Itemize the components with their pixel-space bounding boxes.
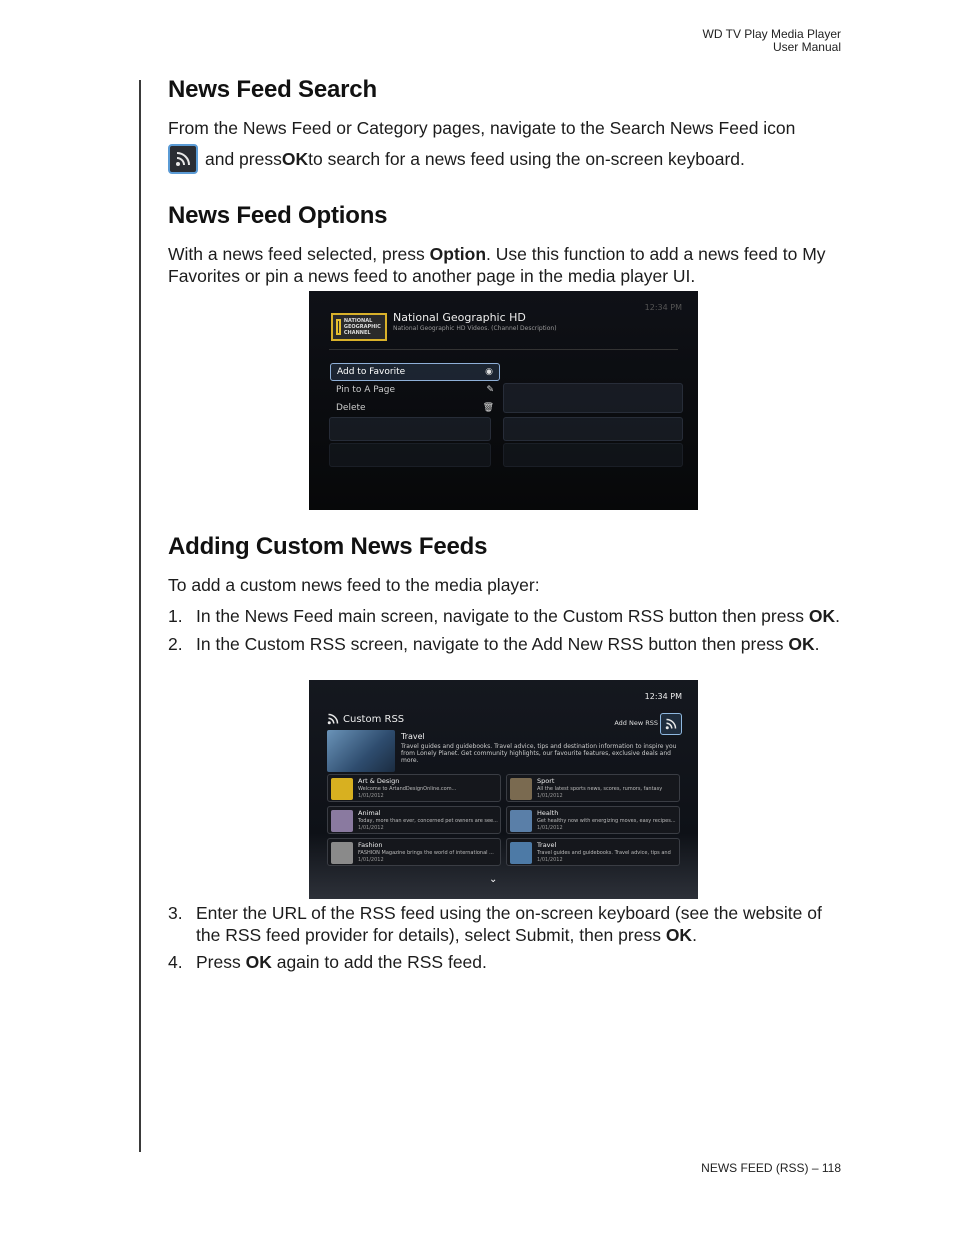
favorite-icon: ◉ bbox=[485, 367, 493, 377]
search-news-feed-icon bbox=[168, 144, 198, 174]
options-menu bbox=[330, 363, 500, 417]
screen-title: Custom RSS bbox=[327, 713, 404, 725]
channel-title: National Geographic HD bbox=[393, 311, 526, 324]
featured-image bbox=[327, 730, 395, 772]
feed-thumbnail bbox=[510, 778, 532, 800]
section-title-news-feed-options: News Feed Options bbox=[168, 202, 388, 229]
trash-icon: 🗑 bbox=[482, 403, 494, 413]
list-item: 4. Press OK again to add the RSS feed. bbox=[168, 952, 487, 972]
header-doc: User Manual bbox=[772, 40, 841, 54]
margin-rule bbox=[139, 80, 141, 1152]
menu-item-pin-to-page[interactable]: Pin to A Page ✎ bbox=[336, 385, 494, 395]
feed-thumbnail bbox=[331, 778, 353, 800]
feed-thumbnail bbox=[510, 842, 532, 864]
list-item: 3. Enter the URL of the RSS feed using the on-screen keyboard (see the website of the RSS feed provider for details), select Submit, then press OK. bbox=[168, 903, 822, 945]
steps-list bbox=[168, 605, 844, 661]
pin-icon: ✎ bbox=[486, 385, 494, 395]
add-new-rss-label: Add New RSS bbox=[614, 719, 658, 727]
paragraph: To add a custom news feed to the media player: bbox=[168, 575, 540, 595]
feed-tile[interactable]: Health Get healthy now with energizing moves, easy recipes... 1/01/2012 bbox=[506, 806, 680, 834]
national-geographic-logo: NATIONAL GEOGRAPHIC CHANNEL bbox=[331, 313, 387, 341]
featured-title: Travel bbox=[401, 732, 425, 741]
clock: 12:34 PM bbox=[644, 303, 682, 312]
list-item: 1. In the News Feed main screen, navigate to the Custom RSS button then press OK. bbox=[168, 606, 840, 626]
chevron-down-icon[interactable]: ⌄ bbox=[489, 874, 498, 885]
add-new-rss-button[interactable] bbox=[660, 713, 682, 735]
feed-tile[interactable]: Fashion FASHION Magazine brings the world of international ... 1/01/2012 bbox=[327, 838, 501, 866]
featured-description: Travel guides and guidebooks. Travel advice, tips and destination information to inspire you from Lonely Planet. Get community highlights, our favourite features, exclusive deals and more. bbox=[401, 743, 677, 764]
rss-icon bbox=[665, 718, 677, 730]
clock: 12:34 PM bbox=[644, 692, 682, 701]
menu-item-delete[interactable]: Delete 🗑 bbox=[336, 403, 494, 413]
section-title-adding-custom-news-feeds: Adding Custom News Feeds bbox=[168, 533, 488, 560]
screenshot-custom-rss bbox=[309, 680, 698, 899]
feed-tile[interactable]: Animal Today, more than ever, concerned pet owners are see... 1/01/2012 bbox=[327, 806, 501, 834]
menu-item-add-to-favorite[interactable]: Add to Favorite ◉ bbox=[330, 363, 500, 381]
screenshot-news-feed-options bbox=[309, 291, 698, 510]
channel-description: National Geographic HD Videos. (Channel Description) bbox=[393, 325, 557, 332]
page-footer: NEWS FEED (RSS) – 118 bbox=[701, 1161, 841, 1175]
feed-thumbnail bbox=[331, 810, 353, 832]
paragraph: With a news feed selected, press Option. Use this function to add a news feed to My Favorites or pin a news feed to another page in the media player UI. bbox=[168, 244, 826, 286]
feed-thumbnail bbox=[331, 842, 353, 864]
page-header bbox=[703, 28, 842, 54]
feed-thumbnail bbox=[510, 810, 532, 832]
paragraph: and press OK to search for a news feed using the on-screen keyboard. bbox=[168, 144, 745, 174]
feed-tile[interactable]: Sport All the latest sports news, scores, rumors, fantasy 1/01/2012 bbox=[506, 774, 680, 802]
section-title-news-feed-search: News Feed Search bbox=[168, 76, 377, 103]
paragraph: From the News Feed or Category pages, navigate to the Search News Feed icon bbox=[168, 118, 796, 138]
page-number: 118 bbox=[821, 1161, 841, 1175]
rss-icon bbox=[327, 713, 339, 725]
steps-list bbox=[168, 902, 844, 978]
feed-tile[interactable]: Travel Travel guides and guidebooks. Travel advice, tips and 1/01/2012 bbox=[506, 838, 680, 866]
feed-tile[interactable]: Art & Design Welcome to ArtandDesignOnline.com... 1/01/2012 bbox=[327, 774, 501, 802]
list-item: 2. In the Custom RSS screen, navigate to the Add New RSS button then press OK. bbox=[168, 634, 820, 654]
header-product: WD TV Play Media Player bbox=[702, 27, 841, 41]
